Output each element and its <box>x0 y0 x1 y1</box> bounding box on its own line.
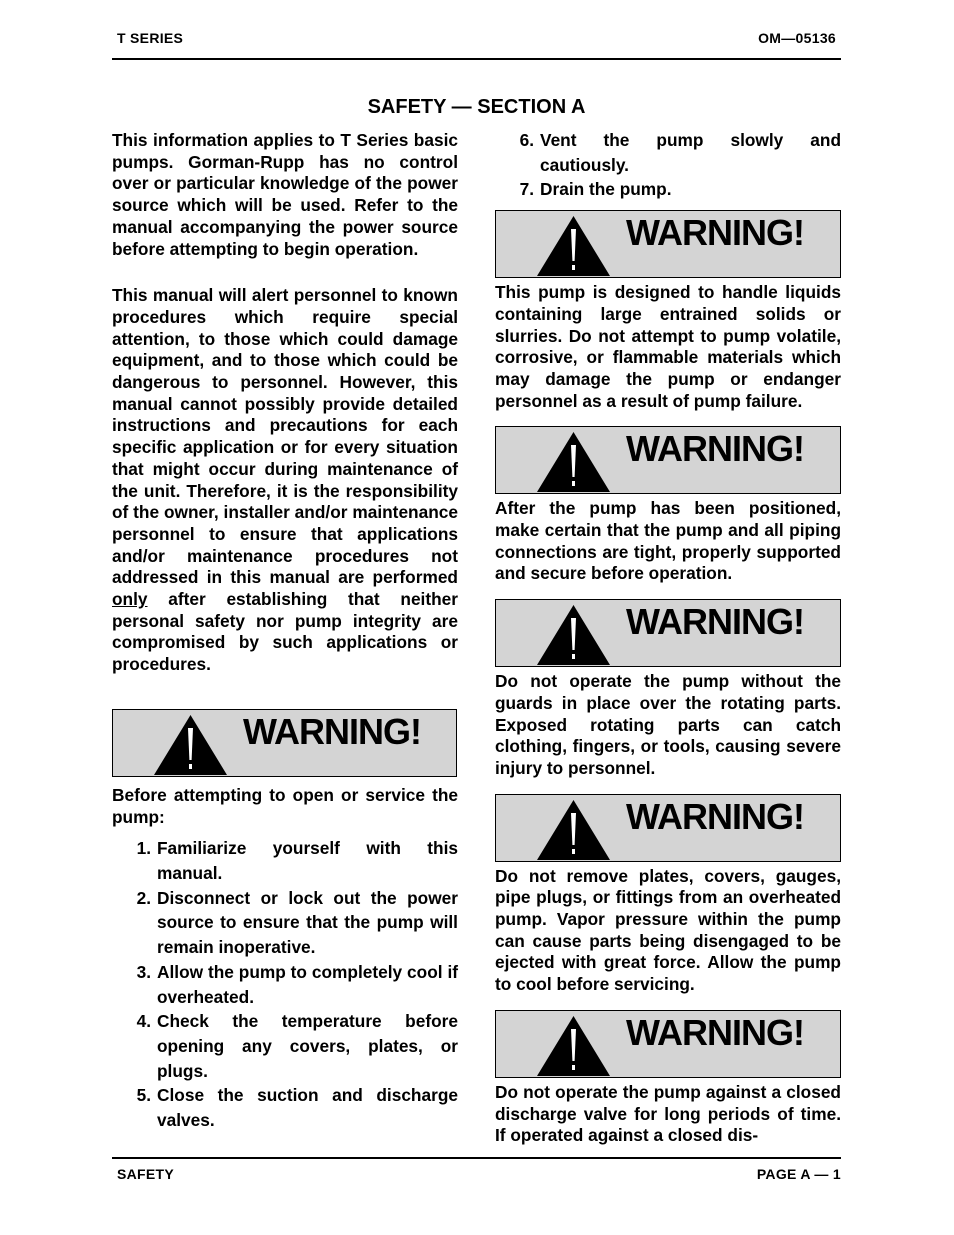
warning-text: Before attempting to open or service the pump: <box>112 784 458 827</box>
list-item: 3. Allow the pump to completely cool if overheated. <box>136 961 458 1007</box>
warning-block <box>495 599 841 780</box>
running-header-series: T SERIES <box>117 30 184 46</box>
warning-box <box>495 210 841 278</box>
running-header-doc-number: OM—05136 <box>758 30 836 46</box>
footer-section: SAFETY <box>117 1166 175 1182</box>
warning-box <box>495 1010 841 1078</box>
intro-paragraph-1: This information applies to T Series basic pumps. Gorman-Rupp has no control over or particular knowledge of the power source which will be used. Refer to the manual accompanying the power source before attempting to begin operation. <box>112 130 458 259</box>
warning-text: Do not operate the pump without the guards in place over the rotating parts. Exposed rotating parts can catch clothing, fingers, or tools, causing severe injury to personnel. <box>495 671 841 778</box>
warning-triangle-icon <box>153 714 228 776</box>
service-steps-list <box>112 836 458 1132</box>
left-column <box>112 130 458 1133</box>
warning-block <box>495 210 841 412</box>
warning-box <box>495 426 841 494</box>
list-item: 5. Close the suction and discharge valves. <box>136 1085 458 1131</box>
footer-rule <box>112 1157 841 1159</box>
section-title: SAFETY — SECTION A <box>367 96 586 118</box>
list-item: 6. Vent the pump slowly and cautiously. <box>519 130 841 175</box>
right-column <box>495 128 841 1151</box>
intro2-text-before: This manual will alert personnel to known procedures which require special attention, to those which could damage equipment, and to those which could be dangerous to personnel. However, this manual cannot possibly provide detailed instructions and precautions for each specific application or for every situation that might occur during maintenance of the unit. Therefore, it is the responsibility of the owner, installer and/or maintenance personnel to ensure that applications and/or maintenance procedures not addressed in this manual are performed <box>112 285 458 588</box>
warning-triangle-icon <box>536 1015 611 1077</box>
warning-label: WARNING! <box>626 795 804 837</box>
service-steps-continued <box>495 128 841 202</box>
warning-box <box>495 599 841 667</box>
warning-block <box>495 1010 841 1147</box>
list-item: 4. Check the temperature before opening any covers, plates, or plugs. <box>136 1011 458 1081</box>
warning-box <box>112 709 457 777</box>
warning-label: WARNING! <box>626 601 804 643</box>
list-item: 1. Familiarize yourself with this manual. <box>136 838 458 883</box>
intro2-emphasis: only <box>112 589 148 610</box>
warning-triangle-icon <box>536 431 611 493</box>
header-rule <box>112 58 841 60</box>
warning-triangle-icon <box>536 215 611 277</box>
warning-label: WARNING! <box>243 710 421 752</box>
warning-text: Do not operate the pump against a closed discharge valve for long periods of time. If operated against a closed dis- <box>495 1081 841 1146</box>
warning-label: WARNING! <box>626 1011 804 1053</box>
warning-block <box>495 794 841 996</box>
footer-page-number: PAGE A — 1 <box>756 1166 841 1182</box>
list-item: 2. Disconnect or lock out the power source to ensure that the pump will remain inoperative. <box>136 887 458 958</box>
list-item: 7. Drain the pump. <box>519 179 672 200</box>
warning-triangle-icon <box>536 799 611 861</box>
warning-text: After the pump has been positioned, make certain that the pump and all piping connections are tight, properly supported and secure before operation. <box>495 498 841 584</box>
warning-label: WARNING! <box>626 212 804 254</box>
warning-text: Do not remove plates, covers, gauges, pipe plugs, or fittings from an overheated pump. Vapor pressure within the pump can cause parts being disengaged to be ejected with great force. Allow the pump to cool before servicing. <box>495 865 841 995</box>
warning-triangle-icon <box>536 604 611 666</box>
warning-block <box>495 426 841 585</box>
warning-box <box>495 794 841 862</box>
intro2-text-after: after establishing that neither personal safety nor pump integrity are compromised by such applications or procedures. <box>112 589 458 675</box>
intro-paragraph-2 <box>112 285 458 676</box>
warning-text: This pump is designed to handle liquids containing large entrained solids or slurries. Do not attempt to pump volatile, corrosive, or flammable materials which may damage the pump or endanger personnel as a result of pump failure. <box>495 282 841 411</box>
warning-label: WARNING! <box>626 428 804 470</box>
